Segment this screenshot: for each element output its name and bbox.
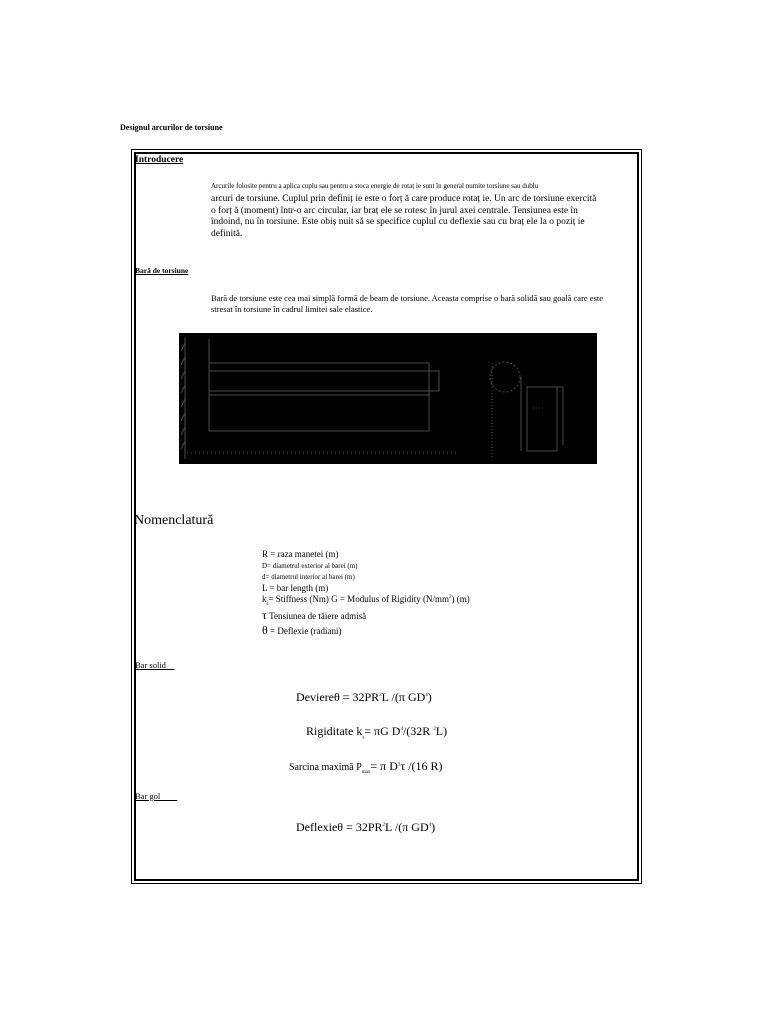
eq-part: L /(π GD [381, 690, 426, 704]
eq-sub: s [362, 735, 365, 741]
tau-symbol: τ [262, 608, 267, 622]
eq-part: τ /(16 R) [400, 759, 443, 773]
solid-rigidity-equation [306, 724, 447, 740]
eq-part: Deviereθ = 32PR [296, 690, 380, 704]
theta-text: = Deflexie (radiani) [270, 626, 342, 636]
introduction-first-line: Arcurile folosite pentru a aplica cuplu sau pentru a stoca energie de rotaț ie sunt în general numite torsiune sau dublu [211, 182, 539, 190]
eq-part: Sarcina maximă P [289, 762, 362, 773]
introduction-paragraph: arcuri de torsiune. Cuplul prin definiț ie este o forț ă care produce rotaț ie. Un arc de torsiune exercită o forț ă (moment) într-o arc circular, iar braț ele se rotesc în jurul axei centrale. Tensiunea este în îndoind, nu în torsiune. Este obiș nuit să se specifice cuplul cu deflexie sau cu braț ele la o poziț ie definită. [211, 194, 597, 239]
eq-part: Deflexieθ = 32PR [296, 820, 383, 834]
eq-part: ) [427, 690, 432, 704]
ks-text: = Stiffness (Nm) G = Modulus of Rigidity (N/mm [268, 594, 449, 604]
ks-superscript: 2 [448, 595, 452, 600]
hollow-bar-heading: Bar gol [135, 791, 178, 801]
nomenclature-d-inner: d= diametrul interior al barei (m) [262, 573, 355, 581]
solid-deflection-equation [296, 690, 432, 705]
eq-part: /(32R [402, 724, 434, 738]
eq-part: ) [431, 820, 436, 834]
nomenclature-ks [262, 594, 470, 607]
eq-part: L) [435, 724, 448, 738]
hollow-deflection-equation [296, 820, 435, 835]
eq-sup: 3 [397, 762, 401, 768]
torsion-bar-figure [179, 333, 597, 464]
theta-symbol: θ [262, 623, 268, 637]
eq-sup: 4 [425, 693, 428, 698]
eq-part: = πG D [364, 724, 401, 738]
eq-part: Rigiditate k [306, 724, 363, 738]
ks-subscript: s [266, 601, 269, 607]
nomenclature-l: L = bar length (m) [262, 583, 329, 593]
eq-sup: 2 [382, 823, 386, 828]
ks-symbol: k [262, 594, 267, 604]
nomenclature-r: R = raza manetei (m) [262, 549, 339, 559]
eq-sup: 4 [400, 727, 403, 732]
torsion-bar-drawing [179, 333, 597, 464]
nomenclature-d-outer: D= diametrul exterior al barei (m) [262, 562, 358, 570]
torsion-bar-paragraph: Bară de torsiune este cea mai simplă formă de beam de torsiune. Aceasta comprise o bară solidă sau goală care este stresat în torsiune în cadrul limitei sale elastice. [211, 293, 604, 314]
eq-part: = π D [370, 759, 398, 773]
solid-max-load-equation [289, 759, 443, 775]
eq-sup: 2 [433, 727, 436, 732]
eq-sup: 2 [379, 693, 382, 698]
torsion-bar-heading: Bară de torsiune [135, 266, 189, 275]
eq-sub: max [361, 770, 371, 775]
nomenclature-heading: Nomenclatură [134, 513, 214, 528]
eq-part: L /(π GD [385, 820, 429, 834]
nomenclature-theta [262, 623, 342, 638]
solid-bar-heading: Bar solid [135, 660, 175, 670]
document-title: Designul arcurilor de torsiune [120, 123, 223, 132]
tau-text: Tensiunea de tăiere admisă [269, 611, 367, 621]
introduction-heading: Introducere [135, 155, 184, 165]
eq-sup: 4 [428, 823, 432, 828]
ks-end: ) (m) [451, 594, 470, 604]
nomenclature-tau [262, 608, 366, 623]
